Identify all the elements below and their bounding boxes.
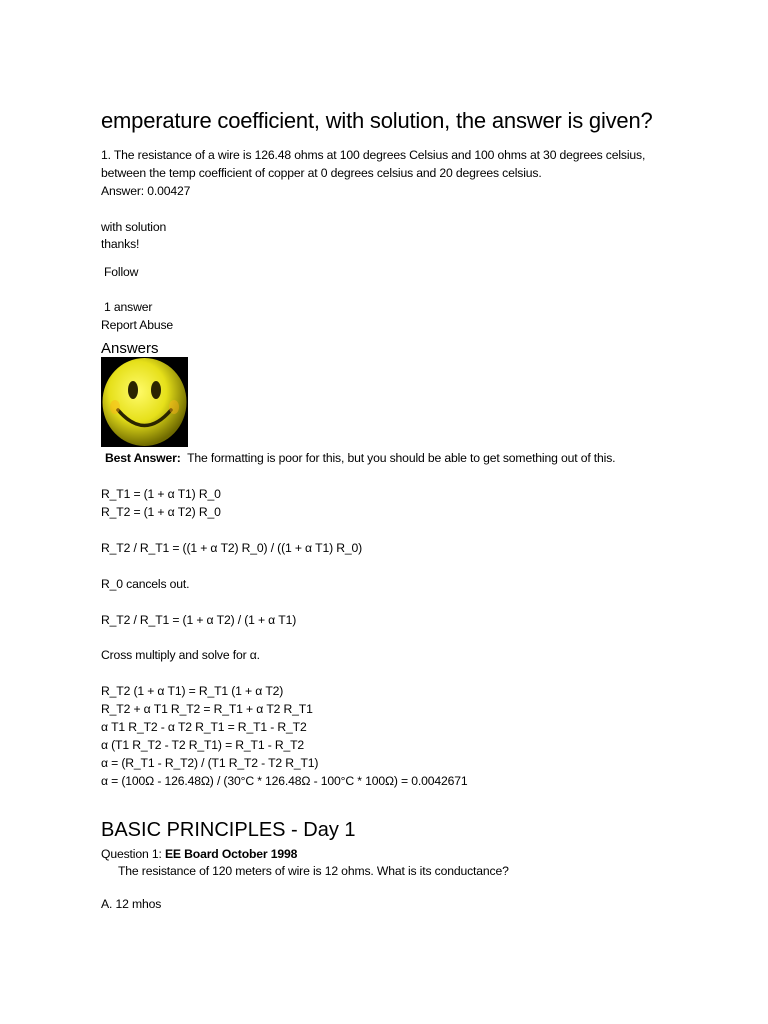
- solution-line: α (T1 R_T2 - T2 R_T1) = R_T1 - R_T2: [101, 738, 305, 752]
- question-1-source: EE Board October 1998: [164, 847, 298, 861]
- best-answer-label: Best Answer:: [105, 451, 181, 465]
- solution-line: α = (100Ω - 126.48Ω) / (30°C * 126.48Ω - 100°C * 100Ω) = 0.0042671: [101, 774, 468, 788]
- question-1-header: [101, 847, 297, 861]
- solution-line: Cross multiply and solve for α.: [101, 648, 260, 662]
- answer-count: 1 answer: [104, 300, 153, 314]
- answers-heading: Answers: [101, 340, 159, 357]
- question-answer-line: Answer: 0.00427: [101, 184, 191, 198]
- avatar: [101, 357, 188, 447]
- question-body-line-2: between the temp coefficient of copper at 0 degrees celsius and 20 degrees celsius.: [101, 166, 542, 180]
- question-note-2: thanks!: [101, 237, 140, 251]
- report-abuse-link[interactable]: Report Abuse: [101, 318, 174, 332]
- solution-line: R_T2 / R_T1 = (1 + α T2) / (1 + α T1): [101, 613, 297, 627]
- solution-line: R_0 cancels out.: [101, 577, 190, 591]
- question-1-prefix: Question 1:: [101, 847, 162, 861]
- solution-line: R_T1 = (1 + α T1) R_0: [101, 487, 221, 501]
- follow-link[interactable]: Follow: [104, 265, 139, 279]
- solution-line: α = (R_T1 - R_T2) / (T1 R_T2 - T2 R_T1): [101, 756, 319, 770]
- question-note-1: with solution: [101, 220, 167, 234]
- best-answer-intro: The formatting is poor for this, but you should be able to get something out of this.: [187, 451, 616, 465]
- best-answer-row: [105, 451, 615, 465]
- smiley-face-icon: [101, 357, 188, 447]
- question-1-text: The resistance of 120 meters of wire is 12 ohms. What is its conductance?: [118, 864, 509, 878]
- question-body-line-1: 1. The resistance of a wire is 126.48 ohms at 100 degrees Celsius and 100 ohms at 30 degrees celsius,: [101, 148, 646, 162]
- solution-line: R_T2 + α T1 R_T2 = R_T1 + α T2 R_T1: [101, 702, 313, 716]
- solution-line: R_T2 (1 + α T1) = R_T1 (1 + α T2): [101, 684, 284, 698]
- solution-line: R_T2 = (1 + α T2) R_0: [101, 505, 221, 519]
- question-title: emperature coefficient, with solution, the answer is given?: [101, 108, 653, 133]
- section-title: BASIC PRINCIPLES - Day 1: [101, 819, 356, 841]
- option-a: A. 12 mhos: [101, 897, 162, 911]
- solution-line: R_T2 / R_T1 = ((1 + α T2) R_0) / ((1 + α T1) R_0): [101, 541, 363, 555]
- solution-line: α T1 R_T2 - α T2 R_T1 = R_T1 - R_T2: [101, 720, 307, 734]
